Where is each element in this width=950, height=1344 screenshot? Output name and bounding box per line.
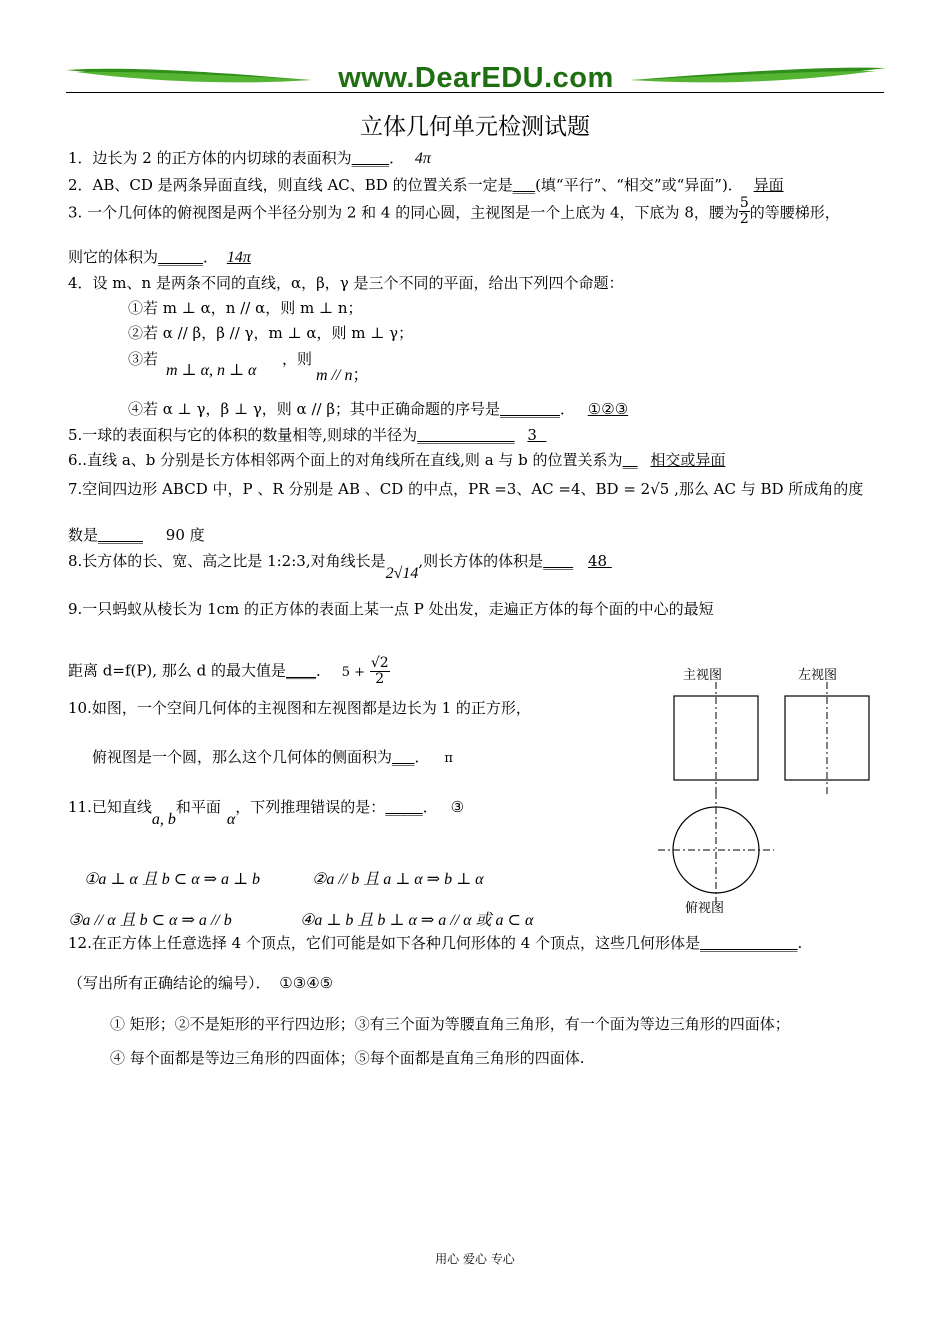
question-8: 8.长方体的长、宽、高之比是 1:2:3,对角线长是2√14,则长方体的体积是____ 48: [68, 552, 608, 582]
question-12: 12.在正方体上任意选择 4 个顶点，它们可能是如下各种几何形体的 4 个顶点，这些几何形体是_____________.: [68, 934, 803, 952]
answer-1: 4π: [414, 150, 431, 167]
question-9-line2: 距离 d=f(P), 那么 d 的最大值是____． 5 + $\frac{√2}{2}$: [68, 655, 389, 687]
question-10: 10.如图，一个空间几何体的主视图和左视图都是边长为 1 的正方形，: [68, 699, 531, 717]
side-view-label: 左视图: [798, 668, 838, 683]
question-1: 1．边长为 2 的正方体的内切球的表面积为_____． 4π: [68, 149, 431, 167]
answer-12: ①③④⑤: [279, 974, 334, 992]
side-view-figure: [778, 680, 878, 810]
page-footer: 用心 爱心 专心: [435, 1252, 515, 1266]
q11-option-3: ③a // α 且 b ⊂ α ⇒ a // b: [68, 912, 232, 929]
q4-p3-result: m // n；: [316, 367, 369, 384]
answer-7: 90 度: [165, 526, 205, 544]
q4-proposition-2: ②若 α // β，β // γ，m ⊥ α，则 m ⊥ γ；: [128, 324, 414, 342]
answer-8: 48: [587, 552, 608, 570]
answer-3: 14π: [226, 249, 251, 266]
answer-4: ①②③: [587, 400, 629, 418]
answer-6: 相交或异面: [650, 451, 726, 469]
question-7: 7.空间四边形 ABCD 中，P 、R 分别是 AB 、CD 的中点，PR =3、AC =4、BD = 2√5 ,那么 AC 与 BD 所成角的度: [68, 480, 864, 498]
answer-10: π: [444, 751, 453, 766]
front-view-label: 主视图: [683, 668, 723, 683]
answer-9: 5 +: [341, 664, 366, 680]
q11-option-2: ②a // b 且 a ⊥ α ⇒ b ⊥ α: [312, 871, 484, 888]
question-4: 4．设 m、n 是两条不同的直线，α，β，γ 是三个不同的平面，给出下列四个命题：: [68, 274, 624, 292]
q4-p3-then: ，则: [282, 350, 313, 368]
answer-11: ③: [450, 798, 465, 816]
site-name: www.DearEDU.com: [338, 62, 614, 94]
question-6: 6..直线 a、b 分别是长方体相邻两个面上的对角线所在直线,则 a 与 b 的位置关系为__ 相交或异面: [68, 451, 726, 469]
question-10-line2: 俯视图是一个圆，那么这个几何体的侧面积为___． π: [92, 748, 453, 766]
question-5: 5.一球的表面积与它的体积的数量相等,则球的半径为_____________ 3: [68, 426, 537, 444]
q4-p3-condition: m ⊥ α, n ⊥ α: [166, 362, 257, 379]
top-view-circle: [673, 807, 759, 893]
page-title: 立体几何单元检测试题: [360, 114, 590, 140]
question-2: 2．AB、CD 是两条异面直线，则直线 AC、BD 的位置关系一定是___(填“平行”、“相交”或“异面”)． 异面: [68, 176, 784, 194]
question-7-line2: 数是______ 90 度: [68, 526, 205, 544]
q4-proposition-4: ④若 α ⊥ γ，β ⊥ γ，则 α // β；其中正确命题的序号是________． ①②③: [128, 400, 629, 418]
q4-proposition-1: ①若 m ⊥ α，n // α，则 m ⊥ n；: [128, 299, 363, 317]
q11-option-1: ①a ⊥ α 且 b ⊂ α ⇒ a ⊥ b: [84, 871, 261, 888]
question-3-line2: 则它的体积为______． 14π: [68, 248, 251, 266]
question-3: 3. 一个几何体的俯视图是两个半径分别为 2 和 4 的同心圆，主视图是一个上底为 4，下底为 8，腰为 $\frac{5}{2}$ 的等腰梯形，: [68, 195, 840, 227]
answer-2: 异面: [753, 176, 784, 194]
header-rule: [66, 92, 884, 93]
top-view-label: 俯视图: [685, 901, 725, 916]
question-11: 11.已知直线a, b和平面α，下列推理错误的是：_____． ③: [68, 798, 465, 828]
q12-options-line1: ① 矩形；②不是矩形的平行四边形；③有三个面为等腰直角三角形，有一个面为等边三角形的四面体；: [110, 1015, 790, 1033]
answer-5: 3: [527, 426, 537, 444]
question-12-line2: （写出所有正确结论的编号）． ①③④⑤: [68, 974, 334, 992]
q11-option-4: ④a ⊥ b 且 b ⊥ α ⇒ a // α 或 a ⊂ α: [300, 912, 534, 929]
q4-proposition-3: ③若: [128, 350, 159, 368]
question-9: 9.一只蚂蚁从棱长为 1cm 的正方体的表面上某一点 P 处出发，走遍正方体的每个面的中心的最短: [68, 600, 714, 618]
q12-options-line2: ④ 每个面都是等边三角形的四面体；⑤每个面都是直角三角形的四面体.: [110, 1049, 585, 1067]
three-views-figure: [650, 680, 780, 920]
